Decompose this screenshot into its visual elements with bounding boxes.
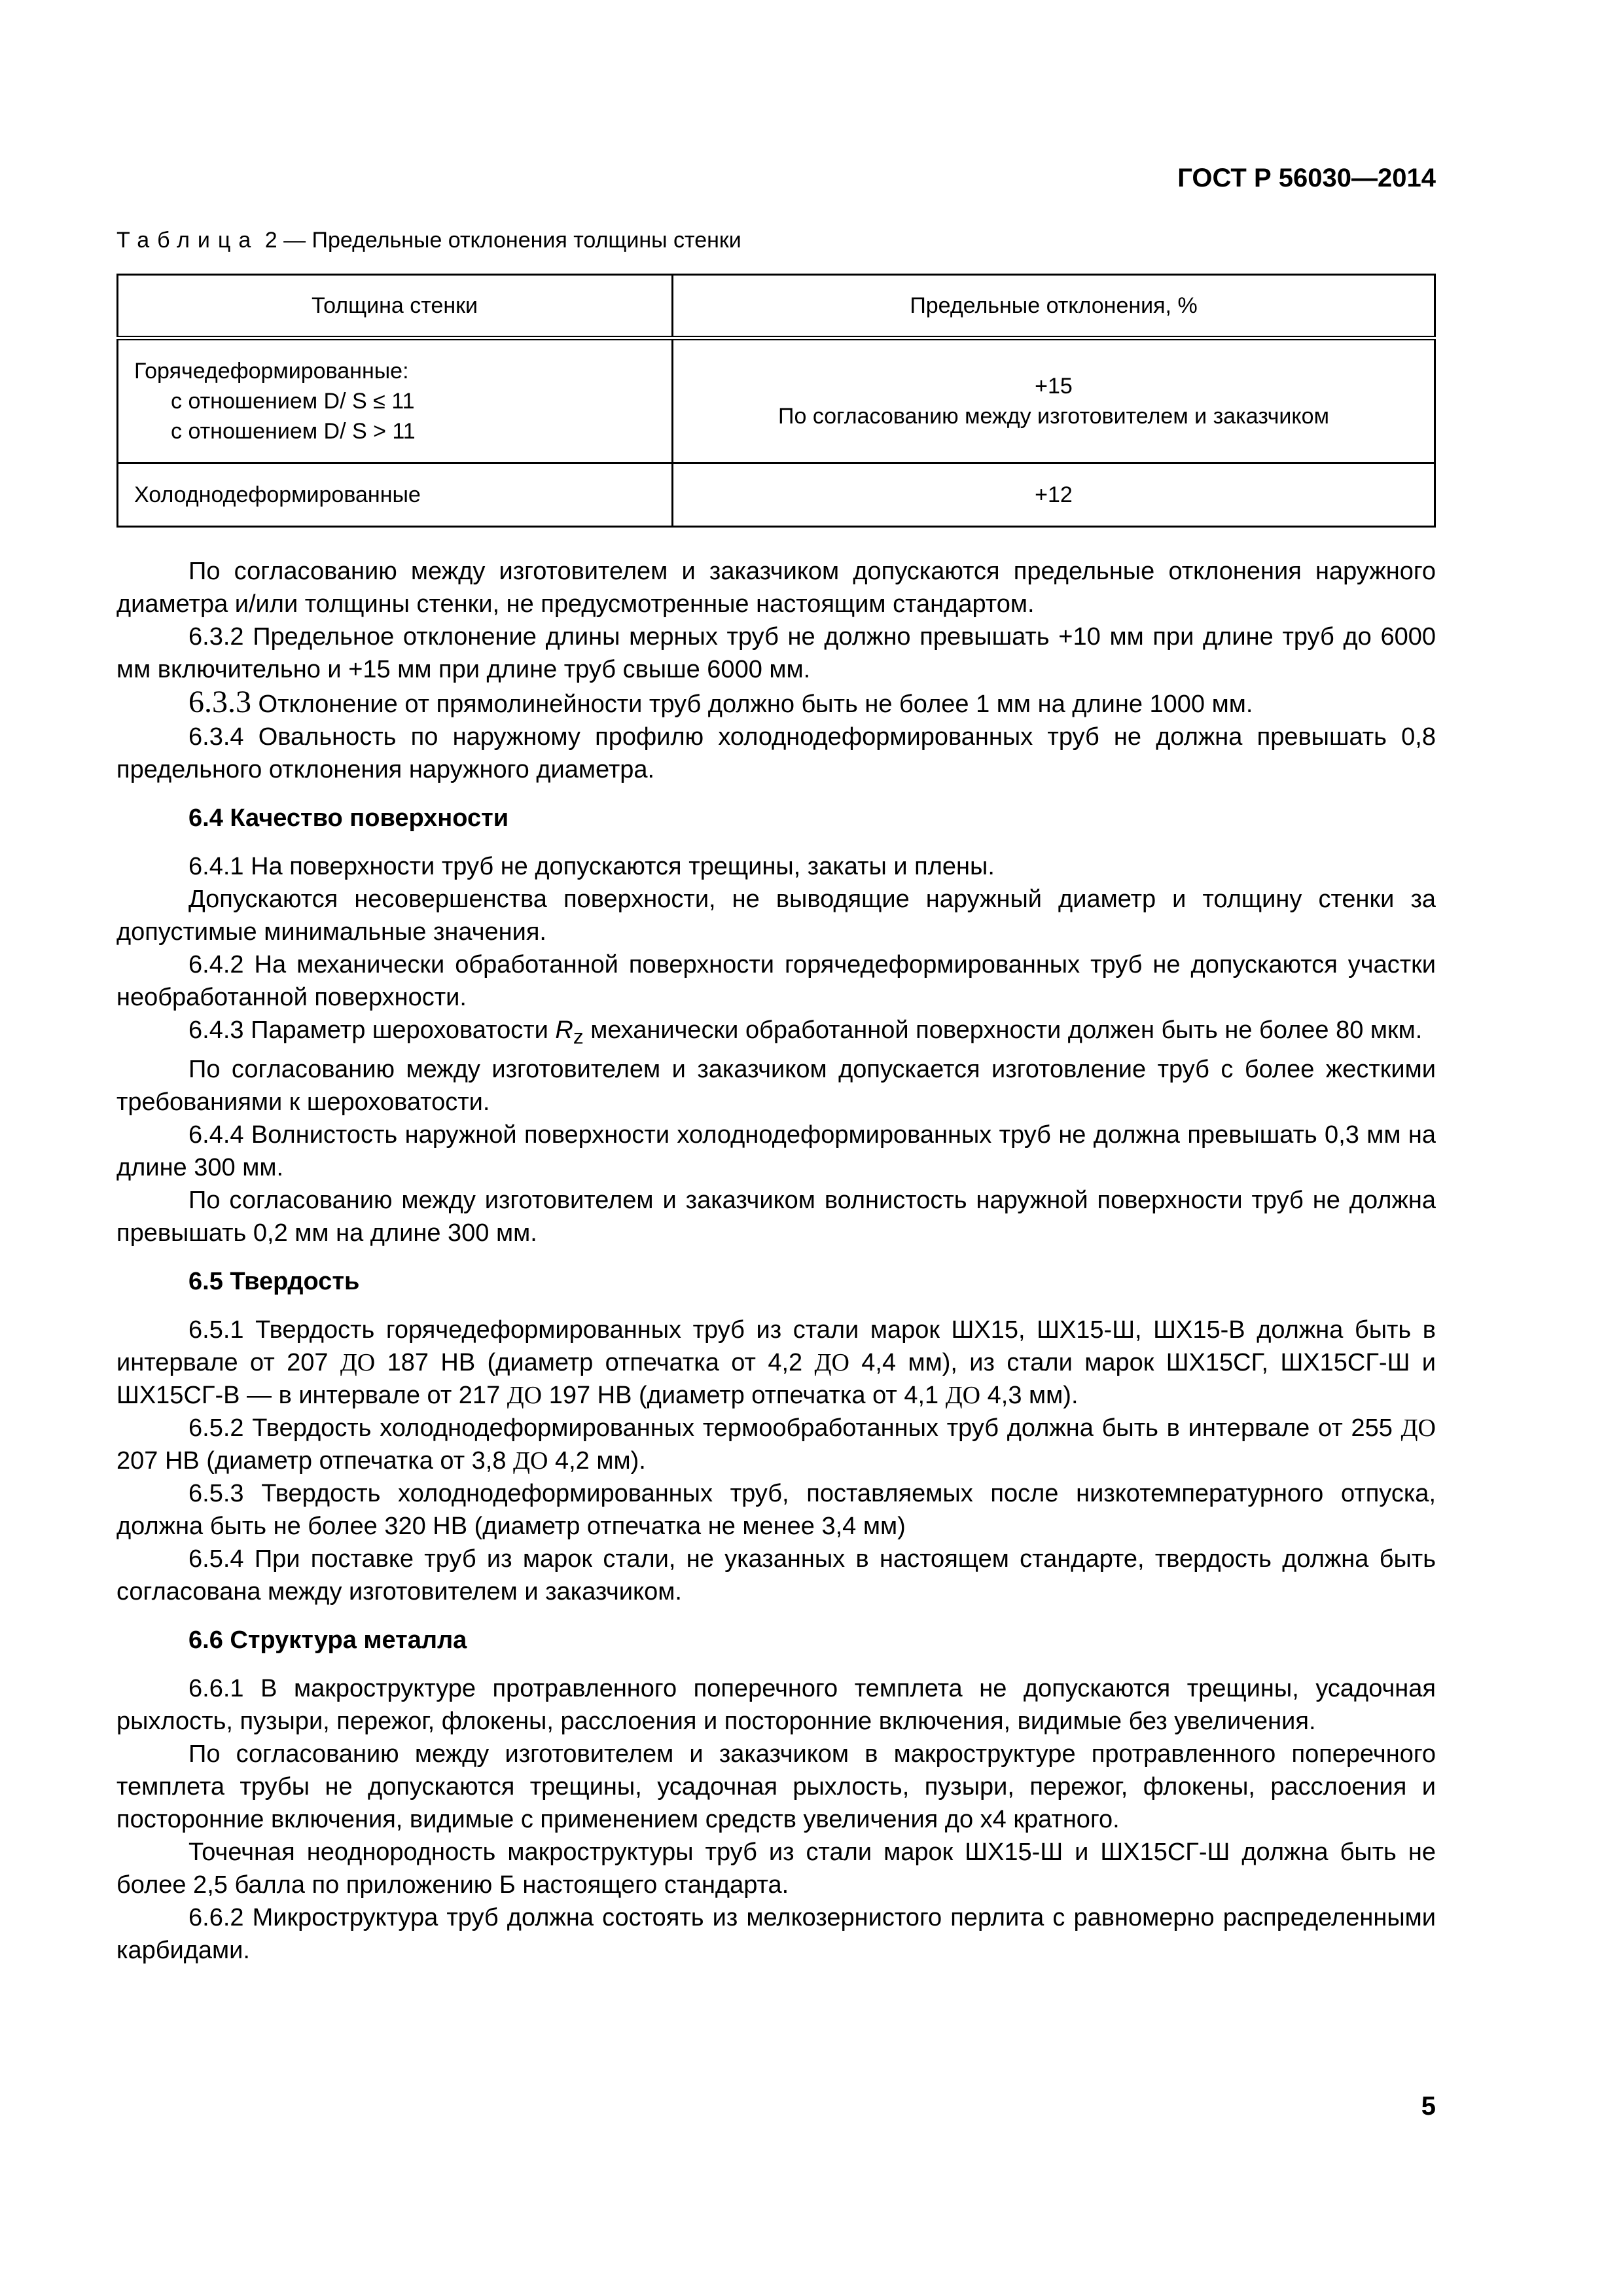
paragraph-text: 4,3 мм).	[980, 1381, 1079, 1409]
section-heading: 6.4 Качество поверхности	[188, 804, 509, 832]
paragraph: 6.6.1 В макроструктуре протравленного поперечного темплета не допускаются трещины, усадочная рыхлость, пузыри, пережог, флокены, расслоения и посторонние включения, видимые без увеличения.	[116, 1674, 1436, 1735]
table-caption-word: Таблица	[116, 228, 259, 253]
word-do: ДО	[1400, 1414, 1436, 1442]
cell-line: с отношением D/ S > 11	[171, 419, 416, 444]
paragraph: 6.3.2 Предельное отклонение длины мерных труб не должно превышать +10 мм при длине труб до 6000 мм включительно и +15 мм при длине труб свыше 6000 мм.	[116, 623, 1436, 683]
paragraph: Допускаются несовершенства поверхности, не выводящие наружный диаметр и толщину стенки за допустимые минимальные значения.	[116, 886, 1436, 946]
clause-number: 6.3.3	[188, 685, 251, 719]
paragraph	[116, 1314, 1436, 1412]
table-cell-thickness	[118, 338, 673, 463]
section-heading: 6.5 Твердость	[188, 1267, 360, 1295]
paragraph-text: 6.5.2 Твердость холоднодеформированных термообработанных труб должна быть в интервале от 255	[188, 1414, 1401, 1442]
paragraph: 6.4.1 На поверхности труб не допускаются трещины, закаты и плены.	[188, 853, 995, 880]
word-do: ДО	[507, 1381, 543, 1409]
paragraph: 6.3.4 Овальность по наружному профилю холоднодеформированных труб не должна превышать 0,8 предельного отклонения наружного диаметра.	[116, 723, 1436, 783]
cell-line: Горячедеформированные:	[134, 359, 409, 384]
paragraph-text: механически обработанной поверхности должен быть не более 80 мкм.	[583, 1016, 1423, 1044]
paragraph: 6.6.2 Микроструктура труб должна состоять из мелкозернистого перлита с равномерно распределенными карбидами.	[116, 1903, 1436, 1964]
column-header-thickness: Толщина стенки	[118, 275, 673, 338]
paragraph: 6.5.3 Твердость холоднодеформированных труб, поставляемых после низкотемпературного отпуска, должна быть не более 320 НВ (диаметр отпечатка не менее 3,4 мм)	[116, 1479, 1436, 1540]
table-header-row	[118, 275, 1435, 338]
paragraph-text: 4,2 мм).	[548, 1446, 646, 1475]
table-row	[118, 338, 1435, 463]
roughness-subscript: z	[573, 1024, 584, 1049]
paragraph: 6.4.2 На механически обработанной поверхности горячедеформированных труб не допускаются участки необработанной поверхности.	[116, 951, 1436, 1011]
document-body	[116, 555, 1436, 1967]
cell-line: с отношением D/ S ≤ 11	[171, 389, 415, 414]
word-do: ДО	[814, 1348, 849, 1376]
paragraph: 6.4.4 Волнистость наружной поверхности холоднодеформированных труб не должна превышать 0,3 мм на длине 300 мм.	[116, 1121, 1436, 1181]
paragraph-text: 6.5.1 Твердость горячедеформированных труб из стали марок ШХ15, ШХ15-Ш, ШХ15-В должна быть в интервале от 207	[116, 1316, 1436, 1376]
paragraph: 6.5.4 При поставке труб из марок стали, не указанных в настоящем стандарте, твердость должна быть согласована между изготовителем и заказчиком.	[116, 1545, 1436, 1605]
paragraph-text: 4,4 мм), из стали марок ШХ15СГ, ШХ15СГ-Ш и ШХ15СГ-В — в интервале от 217	[116, 1348, 1436, 1409]
paragraph: Точечная неоднородность макроструктуры труб из стали марок ШХ15-Ш и ШХ15СГ-Ш должна быть не более 2,5 балла по приложению Б настоящего стандарта.	[116, 1838, 1436, 1899]
cell-line: +15	[1035, 374, 1073, 399]
paragraph-text: 197 НВ (диаметр отпечатка от 4,1	[542, 1381, 946, 1409]
paragraph-text: 207 НВ (диаметр отпечатка от 3,8	[116, 1446, 514, 1475]
roughness-symbol: R	[555, 1016, 573, 1044]
paragraph	[116, 686, 1436, 721]
cell-line: По согласованию между изготовителем и заказчиком	[778, 404, 1329, 429]
paragraph-text: 187 НВ (диаметр отпечатка от 4,2	[375, 1348, 815, 1376]
table-row	[118, 463, 1435, 527]
paragraph-text: Отклонение от прямолинейности труб должно быть не более 1 мм на длине 1000 мм.	[251, 691, 1253, 718]
paragraph-text: 6.4.3 Параметр шероховатости	[188, 1016, 556, 1044]
table-cell-deviation: +12	[673, 463, 1435, 527]
wall-thickness-deviation-table	[116, 274, 1436, 528]
paragraph	[116, 1412, 1436, 1477]
section-heading: 6.6 Структура металла	[188, 1626, 467, 1654]
column-header-deviation: Предельные отклонения, %	[673, 275, 1435, 338]
table-caption	[116, 228, 741, 253]
word-do: ДО	[945, 1381, 981, 1409]
word-do: ДО	[513, 1446, 548, 1475]
word-do: ДО	[340, 1348, 376, 1376]
paragraph: По согласованию между изготовителем и заказчиком волнистость наружной поверхности труб не должна превышать 0,2 мм на длине 300 мм.	[116, 1186, 1436, 1247]
paragraph: По согласованию между изготовителем и заказчиком в макроструктуре протравленного поперечного темплета трубы не допускаются трещины, усадочная рыхлость, пузыри, пережог, флокены, расслоения и посторонние включения, видимые с применением средств увеличения до х4 кратного.	[116, 1740, 1436, 1833]
page-number: 5	[1421, 2092, 1436, 2121]
paragraph	[116, 1014, 1436, 1053]
table-cell-thickness: Холоднодеформированные	[118, 463, 673, 527]
paragraph: По согласованию между изготовителем и заказчиком допускается изготовление труб с более жесткими требованиями к шероховатости.	[116, 1055, 1436, 1116]
document-id: ГОСТ Р 56030—2014	[1177, 164, 1436, 192]
paragraph: По согласованию между изготовителем и заказчиком допускаются предельные отклонения наружного диаметра и/или толщины стенки, не предусмотренные настоящим стандартом.	[116, 558, 1436, 618]
table-cell-deviation	[673, 338, 1435, 463]
table-caption-title: 2 — Предельные отклонения толщины стенки	[259, 228, 741, 253]
